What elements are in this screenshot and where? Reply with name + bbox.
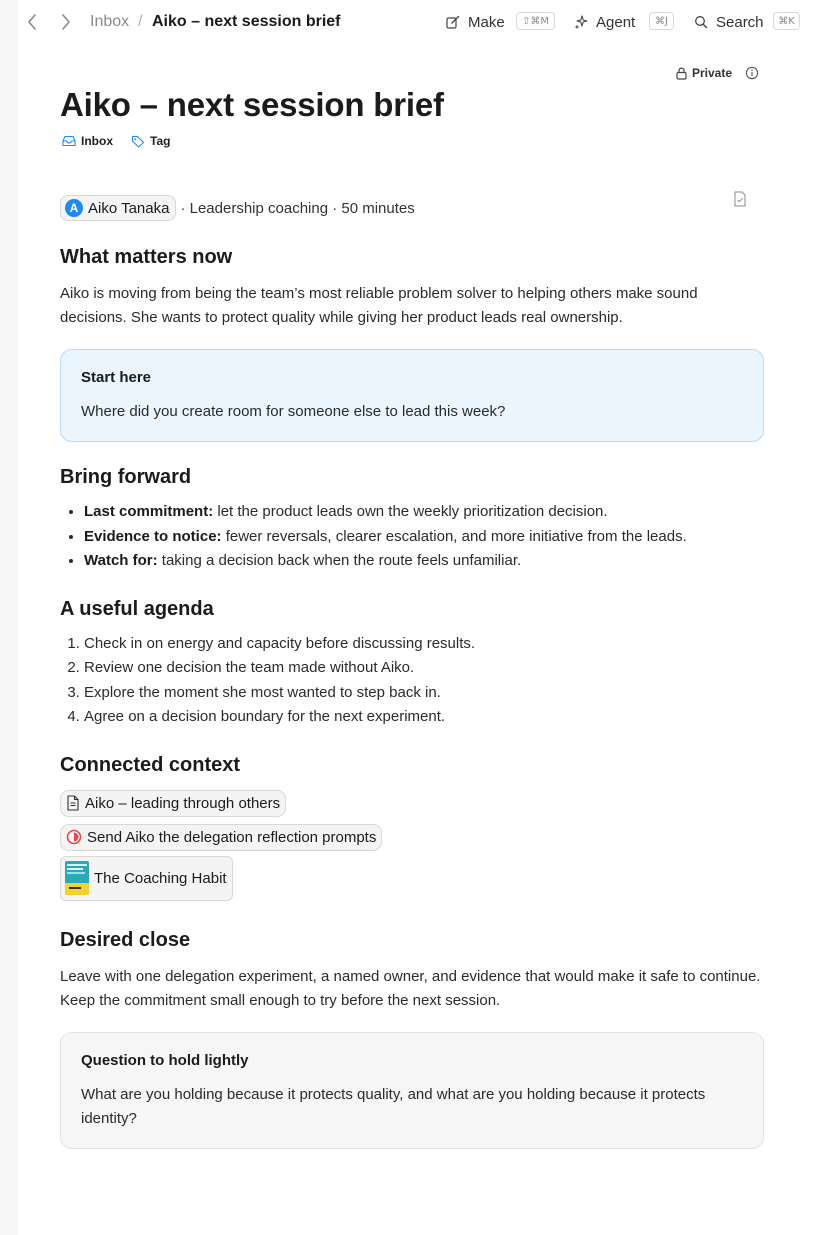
agenda-item: 4. Agree on a decision boundary for the next experiment. <box>84 705 764 730</box>
linked-book-chip[interactable] <box>60 856 233 901</box>
list-item-text: taking a decision back when the route feels unfamiliar. <box>157 552 522 569</box>
tag-inbox-label: Inbox <box>81 134 113 148</box>
agent-button[interactable] <box>574 11 635 33</box>
list-item-label: Watch for: <box>84 552 158 569</box>
search-icon <box>694 15 708 29</box>
breadcrumb-inbox[interactable]: Inbox <box>90 13 130 30</box>
search-button[interactable] <box>694 11 764 33</box>
session-info: · Leadership coaching · 50 minutes <box>180 199 415 217</box>
tag-icon <box>131 135 145 148</box>
heading-what-matters: What matters now <box>60 246 233 268</box>
back-button[interactable] <box>22 12 42 32</box>
make-label: Make <box>468 13 505 31</box>
avatar: A <box>65 199 83 217</box>
linked-task-chip[interactable] <box>60 824 382 851</box>
breadcrumb-separator: / <box>138 13 143 30</box>
connected-link-row <box>60 824 764 851</box>
forward-button[interactable] <box>56 12 76 32</box>
heading-bring-forward: Bring forward <box>60 466 192 488</box>
agenda-item: 2. Review one decision the team made without Aiko. <box>84 656 764 681</box>
linked-note-chip[interactable] <box>60 790 286 817</box>
make-button[interactable] <box>446 11 505 33</box>
linked-book-label: The Coaching Habit <box>94 869 227 887</box>
person-chip[interactable] <box>60 195 176 221</box>
agent-label: Agent <box>596 13 636 31</box>
list-item <box>84 525 764 550</box>
top-bar <box>18 0 824 44</box>
info-icon <box>745 66 759 80</box>
privacy-toggle[interactable] <box>676 66 732 80</box>
agenda-item: 3. Explore the moment she most wanted to step back in. <box>84 681 764 706</box>
agenda-item: 1. Check in on energy and capacity before discussing results. <box>84 632 764 657</box>
session-meta <box>60 194 764 222</box>
chevron-right-icon <box>61 14 71 30</box>
search-shortcut: ⌘K <box>773 12 800 30</box>
start-here-title: Start here <box>81 369 152 386</box>
sparkles-icon <box>574 15 588 29</box>
page-title: Aiko – next session brief <box>60 86 444 123</box>
book-cover-image <box>65 861 89 895</box>
person-name: Aiko Tanaka <box>88 199 170 217</box>
what-matters-text: Aiko is moving from being the team’s most reliable problem solver to helping others make sound decisions. She wants to protect quality while giving her product leads real ownership. <box>60 285 698 326</box>
linked-note-label: Aiko – leading through others <box>85 794 281 812</box>
list-item-label: Evidence to notice: <box>84 527 222 545</box>
document-icon <box>66 795 80 811</box>
tag-add-label: Tag <box>150 134 171 148</box>
search-label: Search <box>716 13 764 31</box>
bring-forward-list <box>60 500 764 574</box>
agenda-list <box>60 632 764 730</box>
start-here-callout <box>60 349 764 442</box>
agent-shortcut: ⌘J <box>649 12 674 30</box>
connected-link-row <box>60 790 764 817</box>
info-button[interactable] <box>745 66 759 85</box>
pencil-square-icon <box>446 15 460 29</box>
start-here-text: Where did you create room for someone else to lead this week? <box>81 403 506 420</box>
tag-inbox[interactable] <box>62 134 113 148</box>
tag-add[interactable] <box>131 134 170 148</box>
list-item-text: fewer reversals, clearer escalation, and more initiative from the leads. <box>221 527 687 545</box>
tag-list <box>62 134 188 148</box>
heading-agenda: A useful agenda <box>60 597 214 620</box>
linked-task-label: Send Aiko the delegation reflection prompts <box>87 828 377 846</box>
note-body <box>60 194 764 1149</box>
connected-link-row <box>60 856 764 901</box>
heading-connected-context: Connected context <box>60 753 241 776</box>
question-text: What are you holding because it protects quality, and what are you holding because it protects identity? <box>81 1085 706 1127</box>
inbox-icon <box>62 135 76 147</box>
privacy-label: Private <box>692 66 733 80</box>
make-shortcut: ⇧⌘M <box>516 12 555 30</box>
list-item-label: Last commitment: <box>84 503 214 520</box>
list-item-text: let the product leads own the weekly prioritization decision. <box>213 503 608 520</box>
list-item <box>84 500 764 525</box>
question-callout <box>60 1032 764 1149</box>
desired-close-text: Leave with one delegation experiment, a named owner, and evidence that would make it safe to continue. Keep the commitment small enough to try before the next session. <box>60 967 761 1009</box>
note-page <box>18 0 824 1235</box>
breadcrumb-current: Aiko – next session brief <box>152 13 341 30</box>
chevron-left-icon <box>27 14 37 30</box>
heading-desired-close: Desired close <box>60 928 191 951</box>
question-title: Question to hold lightly <box>81 1051 249 1069</box>
lock-icon <box>676 67 687 80</box>
task-status-icon <box>66 829 82 845</box>
list-item <box>84 549 764 574</box>
